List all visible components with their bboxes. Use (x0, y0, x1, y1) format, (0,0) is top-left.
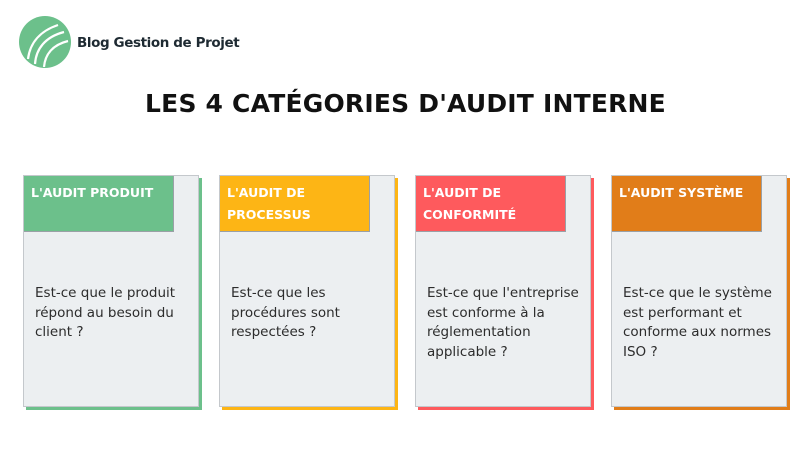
leaf-logo-icon (18, 15, 72, 69)
card-panel (219, 175, 395, 407)
brand-logo (18, 15, 239, 69)
card-header: L'AUDIT DE PROCESSUS (220, 176, 370, 232)
card-panel (611, 175, 787, 407)
card-question: Est-ce que l'entreprise est conforme à la réglementation applicable ? (427, 285, 579, 360)
card-panel (415, 175, 591, 407)
card-header: L'AUDIT DE CONFORMITÉ (416, 176, 566, 232)
card-header: L'AUDIT SYSTÈME (612, 176, 762, 232)
category-card-produit (23, 175, 201, 409)
category-card-conformite (415, 175, 593, 409)
card-question: Est-ce que le produit répond au besoin du client ? (35, 285, 176, 340)
card-header: L'AUDIT PRODUIT (24, 176, 174, 232)
page-title: LES 4 CATÉGORIES D'AUDIT INTERNE (145, 89, 666, 118)
card-question: Est-ce que les procédures sont respectées ? (231, 285, 340, 340)
card-question: Est-ce que le système est performant et conforme aux normes ISO ? (623, 285, 772, 360)
brand-name: Blog Gestion de Projet (77, 35, 240, 51)
card-panel (23, 175, 199, 407)
category-card-processus (219, 175, 397, 409)
category-card-systeme (611, 175, 789, 409)
